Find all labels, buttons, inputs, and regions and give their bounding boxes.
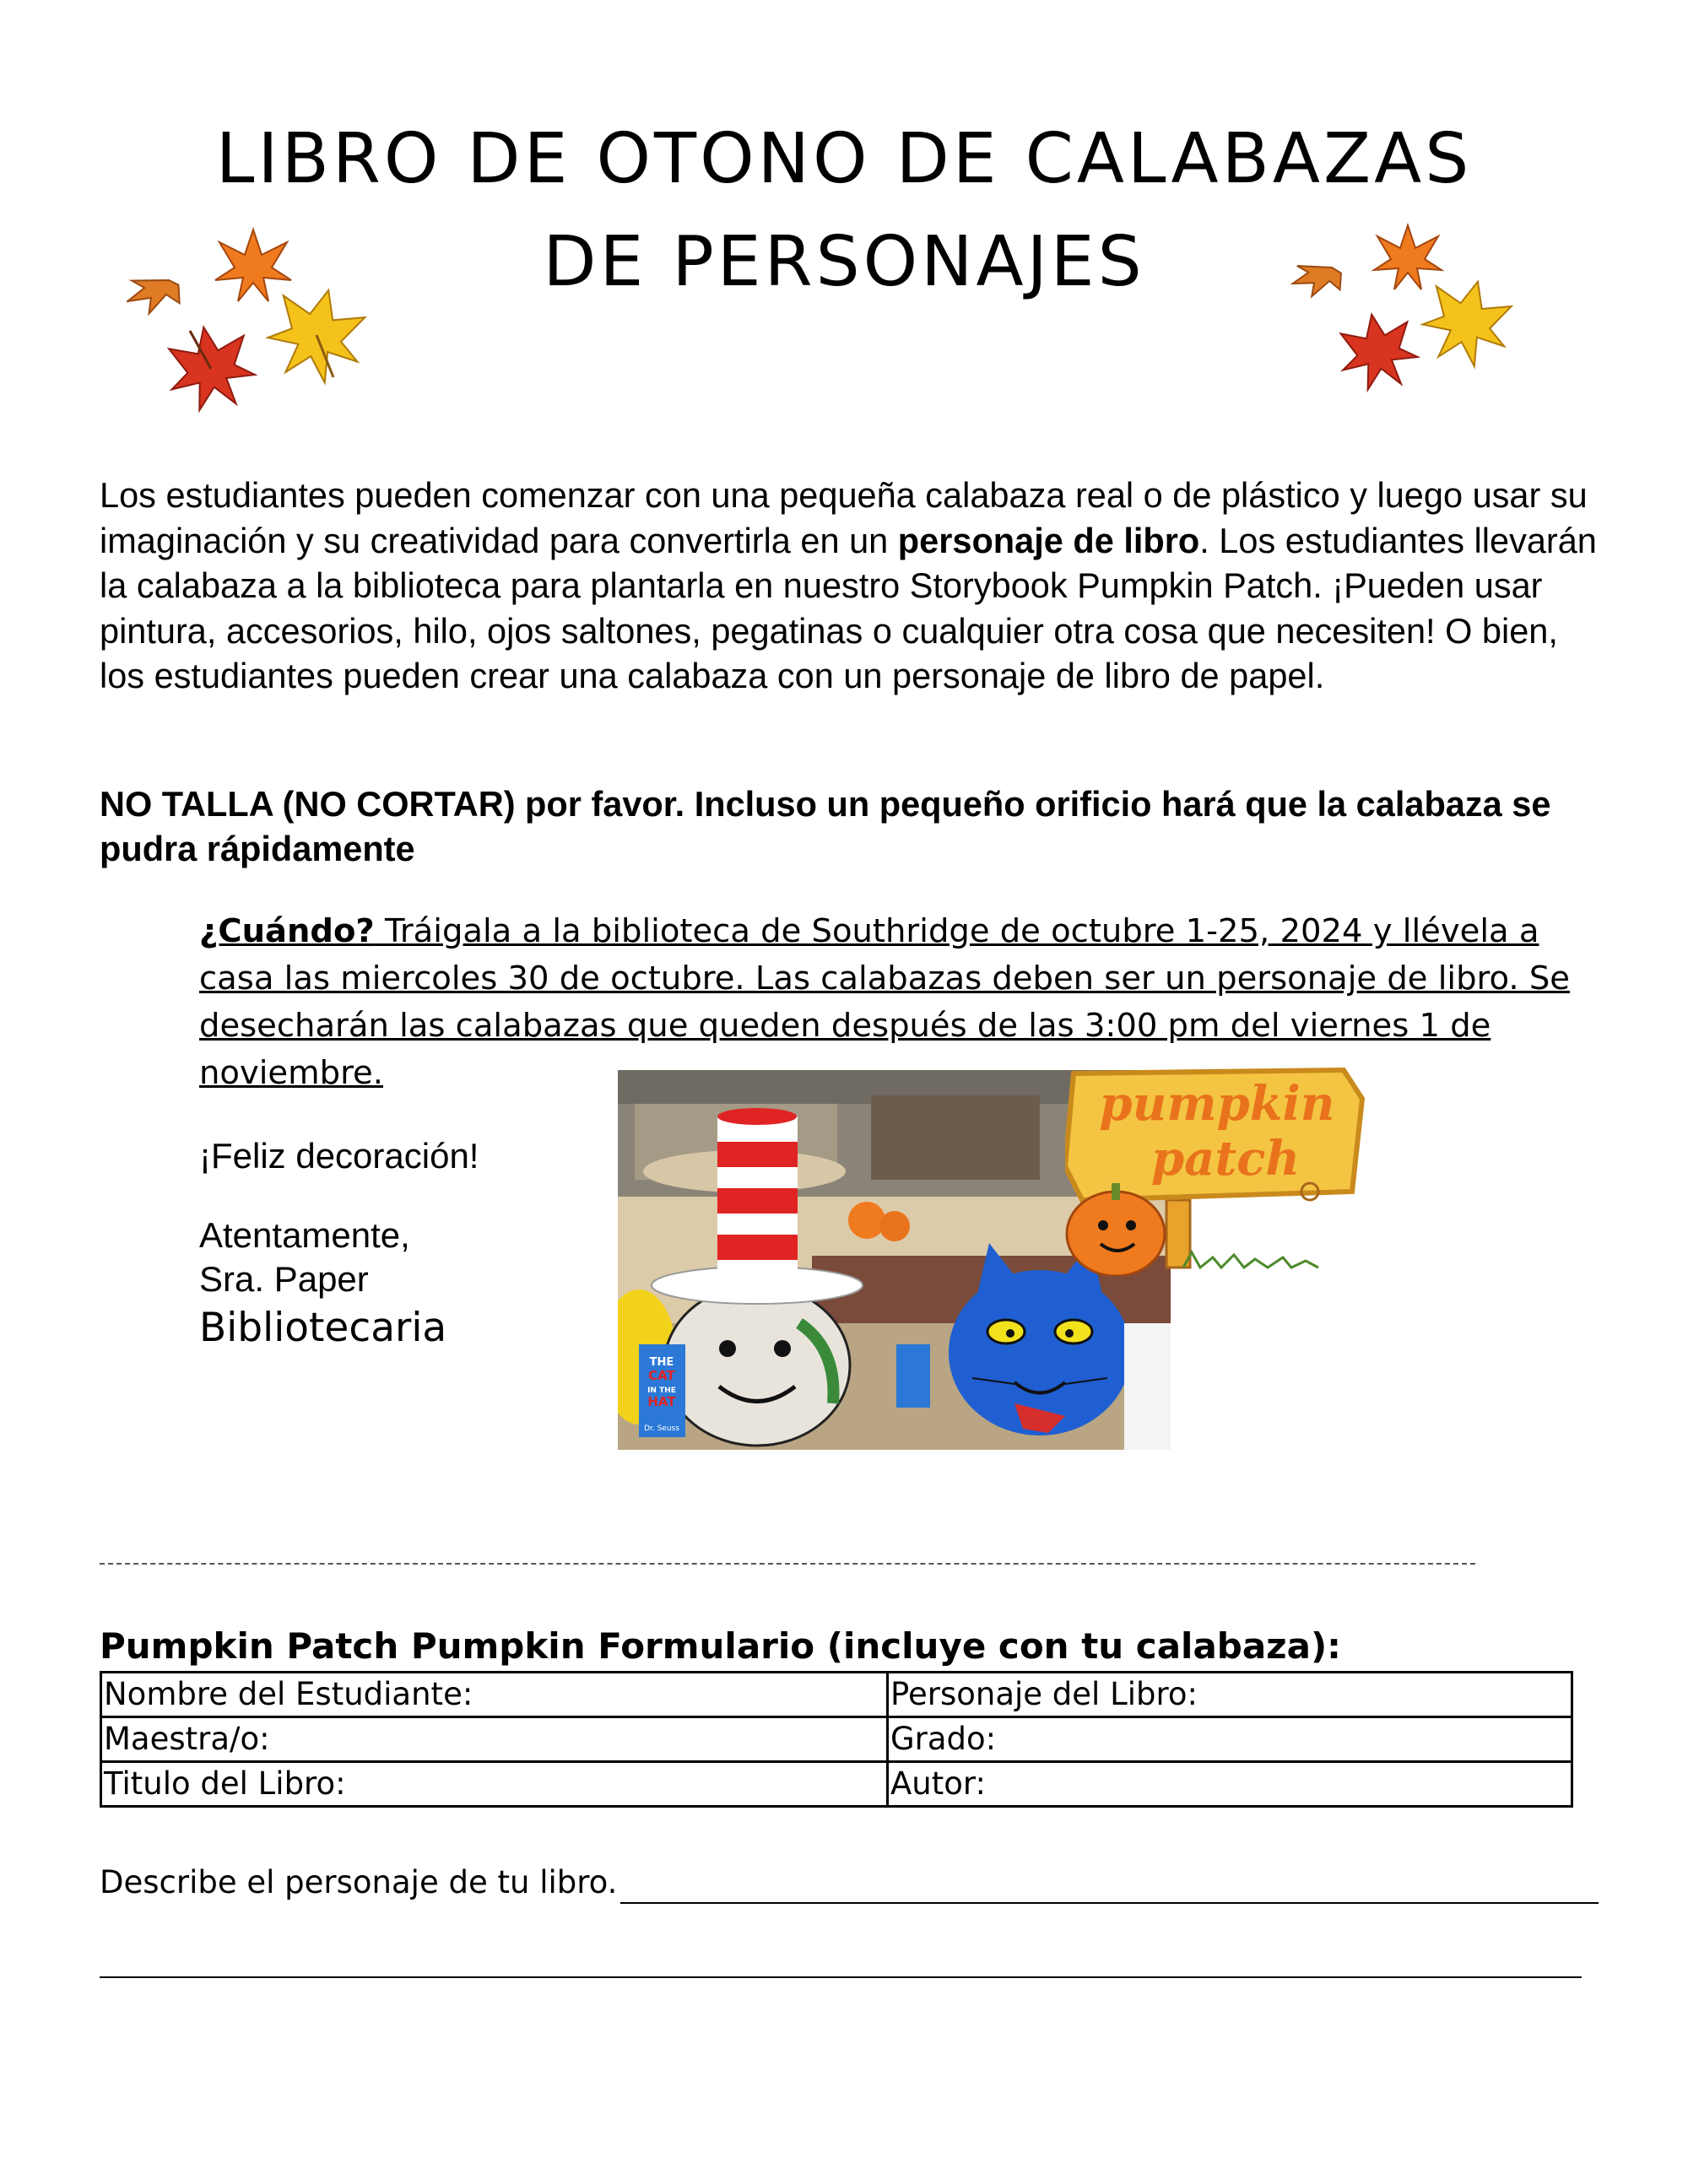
book-title-1: THE (649, 1356, 674, 1369)
intro-paragraph (100, 473, 1602, 699)
book-title-field: Titulo del Libro: (101, 1762, 888, 1807)
student-name-field: Nombre del Estudiante: (101, 1673, 888, 1717)
signature-regards: Atentamente, (199, 1215, 410, 1255)
intro-text: Los estudiantes pueden comenzar con una pequeña calabaza real o de plástico y luego usar su imaginación y su creatividad para convertirla en un (100, 475, 1588, 560)
when-label: ¿Cuándo? (199, 912, 375, 950)
describe-label: Describe el personaje de tu libro. (100, 1864, 618, 1900)
title-line-2: DE PERSONAJES (543, 222, 1145, 302)
when-text: Tráigala a la biblioteca de Southridge de octubre 1-25, 2024 y llévela a casa las miercoles 30 de octubre. Las calabazas deben ser un personaje de libro. Se desecharán las calabazas que queden después de las 3:00 pm del viernes 1 de noviembre. (199, 912, 1570, 1092)
cut-line-divider (100, 1563, 1475, 1565)
signature-block (199, 1214, 446, 1355)
signature-role: Bibliotecaria (199, 1305, 447, 1351)
grade-field: Grado: (888, 1717, 1572, 1762)
describe-character-line (100, 1862, 1599, 1904)
autumn-leaves-right-icon (1290, 221, 1526, 398)
autumn-leaves-left-icon (127, 221, 388, 415)
sign-line-1: pumpkin (1099, 1076, 1335, 1132)
book-title-4: HAT (647, 1394, 676, 1409)
when-paragraph (199, 908, 1583, 1097)
table-row (101, 1762, 1572, 1807)
book-character-field: Personaje del Libro: (888, 1673, 1572, 1717)
author-field: Autor: (888, 1762, 1572, 1807)
title-line-1: LIBRO DE OTONO DE CALABAZAS (215, 119, 1473, 199)
table-row (101, 1717, 1572, 1762)
book-title-2: CAT (648, 1368, 675, 1383)
no-carving-warning: NO TALLA (NO CORTAR) por favor. Incluso un pequeño orificio hará que la calabaza se pudra rápidamente (100, 784, 1551, 868)
book-author: Dr. Seuss (644, 1424, 679, 1433)
sign-line-2: patch (1150, 1131, 1301, 1187)
pumpkin-patch-sign-icon (1065, 1065, 1369, 1276)
book-title-3: IN THE (647, 1387, 676, 1395)
table-row (101, 1673, 1572, 1717)
happy-decorating: ¡Feliz decoración! (199, 1136, 479, 1176)
describe-blank-line-2 (100, 1976, 1582, 1978)
teacher-field: Maestra/o: (101, 1717, 888, 1762)
student-form-table (100, 1671, 1573, 1808)
describe-blank (620, 1868, 1599, 1904)
intro-bold-text: personaje de libro (897, 520, 1200, 560)
intro-text-end: . Los estudiantes llevarán la calabaza a la biblioteca para plantarla en nuestro Storybook Pumpkin Patch. ¡Pueden usar pintura, accesorios, hilo, ojos saltones, pegatinas o cualquier otra cosa que necesiten! O bien, los estudiantes pueden crear una calabaza con un personaje de libro de papel. (100, 520, 1597, 695)
form-title: Pumpkin Patch Pumpkin Formulario (incluye con tu calabaza): (100, 1625, 1341, 1667)
signature-name: Sra. Paper (199, 1259, 369, 1299)
